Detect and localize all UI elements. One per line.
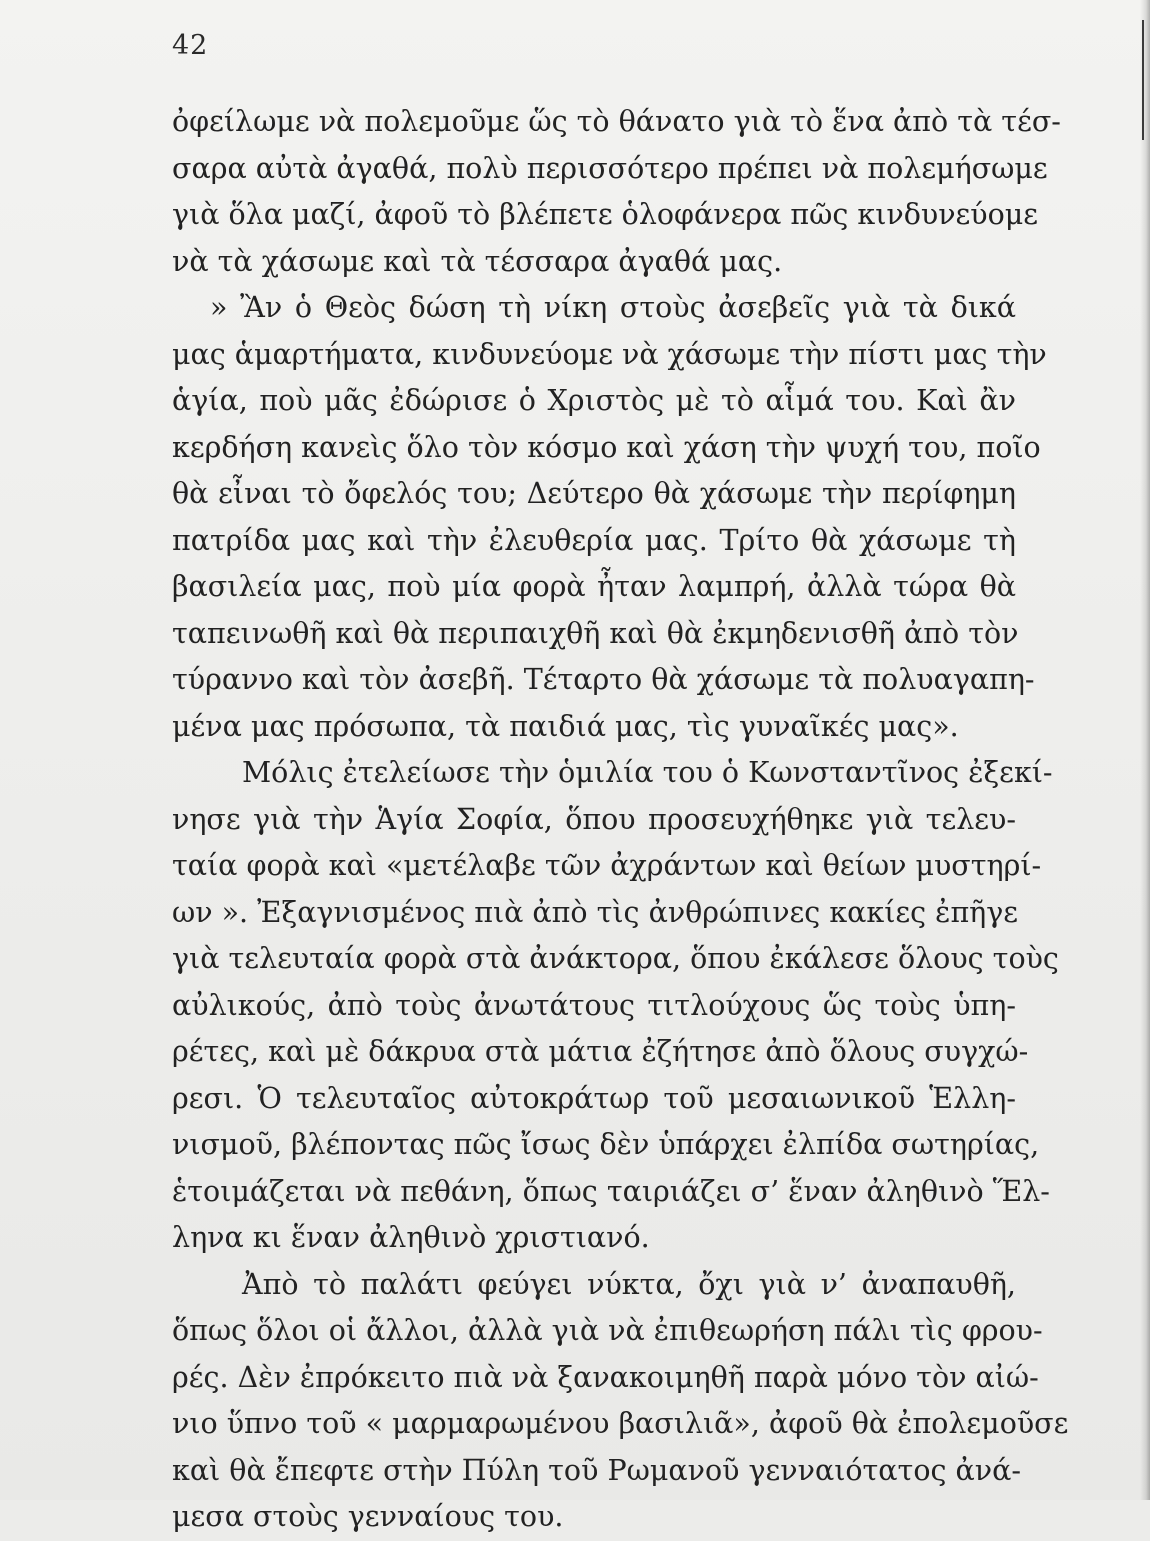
text-line: νὰ τὰ χάσωμε καὶ τὰ τέσσαρα ἀγαθά μας.: [172, 244, 783, 278]
text-line: ὀφείλωμε νὰ πολεμοῦμε ὥς τὸ θάνατο γιὰ τὸ ἕνα ἀπὸ τὰ τέσ-: [172, 105, 1061, 138]
text-line: καὶ θὰ ἔπεφτε στὴν Πύλη τοῦ Ρωμανοῦ γενναιότατος ἀνά-: [172, 1453, 1021, 1487]
text-line: ταπεινωθῆ καὶ θὰ περιπαιχθῆ καὶ θὰ ἐκμηδενισθῆ ἀπὸ τὸν: [172, 616, 1019, 650]
text-line: μας ἁμαρτήματα, κινδυνεύομε νὰ χάσωμε τὴν πίστι μας τὴν: [172, 337, 1047, 371]
text-line: ἁγία, ποὺ μᾶς ἐδώρισε ὁ Χριστὸς μὲ τὸ αἷμά του. Καὶ ἂν: [172, 384, 1016, 417]
text-line: ταία φορὰ καὶ «μετέλαβε τῶν ἀχράντων καὶ θείων μυστηρί-: [172, 849, 1042, 882]
text-line: κερδήση κανεὶς ὅλο τὸν κόσμο καὶ χάση τὴν ψυχή του, ποῖο: [172, 430, 1041, 464]
text-line: » Ἂν ὁ Θεὸς δώση τὴ νίκη στοὺς ἀσεβεῖς γιὰ τὰ δικά: [210, 291, 1016, 324]
text-line: ρές. Δὲν ἐπρόκειτο πιὰ νὰ ξανακοιμηθῆ παρὰ μόνο τὸν αἰώ-: [172, 1360, 1039, 1394]
text-line: τύραννο καὶ τὸν ἀσεβῆ. Τέταρτο θὰ χάσωμε τὰ πολυαγαπη-: [172, 663, 1035, 696]
page-number: 42: [172, 30, 209, 61]
text-line: ληνα κι ἕναν ἀληθινὸ χριστιανό.: [172, 1221, 650, 1254]
text-line: βασιλεία μας, ποὺ μία φορὰ ἦταν λαμπρή, ἀλλὰ τώρα θὰ: [172, 570, 1016, 603]
text-line: νισμοῦ, βλέποντας πῶς ἴσως δὲν ὑπάρχει ἐλπίδα σωτηρίας,: [172, 1128, 1040, 1161]
text-line: θὰ εἶναι τὸ ὄφελός του; Δεύτερο θὰ χάσωμε τὴν περίφημη: [172, 477, 1016, 510]
text-line: ρέτες, καὶ μὲ δάκρυα στὰ μάτια ἐζήτησε ἀπὸ ὅλους συγχώ-: [172, 1035, 1029, 1068]
text-line: πατρίδα μας καὶ τὴν ἐλευθερία μας. Τρίτο θὰ χάσωμε τὴ: [172, 523, 1016, 557]
text-line: Μόλις ἐτελείωσε τὴν ὁμιλία του ὁ Κωνσταντῖνος ἐξεκί-: [242, 756, 1053, 789]
body-text: [172, 99, 1069, 1541]
page-edge-shadow: [1140, 0, 1150, 1500]
text-line: γιὰ τελευταία φορὰ στὰ ἀνάκτορα, ὅπου ἐκάλεσε ὅλους τοὺς: [172, 942, 1059, 975]
text-line: ρεσι. Ὁ τελευταῖος αὐτοκράτωρ τοῦ μεσαιωνικοῦ Ἑλλη-: [172, 1081, 1016, 1115]
text-line: ων ». Ἐξαγνισμένος πιὰ ἀπὸ τὶς ἀνθρώπινες κακίες ἐπῆγε: [172, 895, 1019, 929]
text-line: σαρα αὐτὰ ἀγαθά, πολὺ περισσότερο πρέπει νὰ πολεμήσωμε: [172, 151, 1048, 185]
text-line: αὐλικούς, ἀπὸ τοὺς ἀνωτάτους τιτλούχους ὥς τοὺς ὑπη-: [172, 988, 1016, 1022]
text-line: ἑτοιμάζεται νὰ πεθάνη, ὅπως ταιριάζει σ’ ἕναν ἀληθινὸ Ἕλ-: [172, 1174, 1050, 1208]
text-line: νησε γιὰ τὴν Ἁγία Σοφία, ὅπου προσευχήθηκε γιὰ τελευ-: [172, 802, 1016, 836]
text-line: νιο ὕπνο τοῦ « μαρμαρωμένου βασιλιᾶ», ἀφοῦ θὰ ἐπολεμοῦσε: [172, 1407, 1069, 1440]
text-line: γιὰ ὅλα μαζί, ἀφοῦ τὸ βλέπετε ὁλοφάνερα πῶς κινδυνεύομε: [172, 198, 1039, 231]
text-line: ὅπως ὅλοι οἱ ἄλλοι, ἀλλὰ γιὰ νὰ ἐπιθεωρήση πάλι τὶς φρου-: [172, 1314, 1043, 1347]
text-line: μένα μας πρόσωπα, τὰ παιδιά μας, τὶς γυναῖκές μας».: [172, 709, 959, 743]
text-line: Ἀπὸ τὸ παλάτι φεύγει νύκτα, ὄχι γιὰ ν’ ἀναπαυθῆ,: [242, 1267, 1016, 1301]
page-edge-mark: [1142, 20, 1144, 140]
text-line: μεσα στοὺς γενναίους του.: [172, 1500, 564, 1533]
